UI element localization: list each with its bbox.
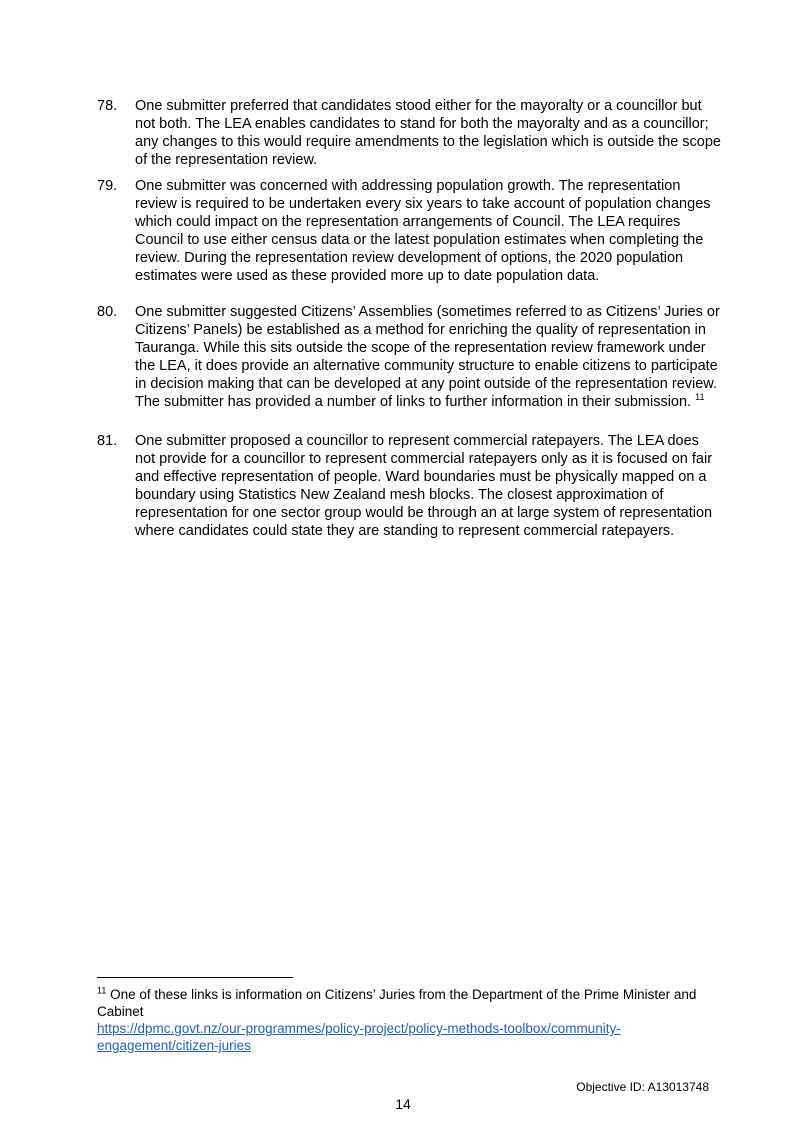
objective-id: Objective ID: A13013748: [576, 1080, 709, 1094]
paragraph-text-wrap: [135, 303, 722, 411]
paragraph-78: [97, 97, 722, 169]
footnote-link[interactable]: https://dpmc.govt.nz/our-programmes/policy-project/policy-methods-toolbox/community-engagement/citizen-juries: [97, 1021, 621, 1053]
paragraph-79: [97, 177, 722, 285]
paragraph-text: One submitter proposed a councillor to represent commercial ratepayers. The LEA does not provide for a councillor to represent commercial ratepayers only as it is focused on fair and effective representation of people. Ward boundaries must be physically mapped on a boundary using Statistics New Zealand mesh blocks. The closest approximation of representation for one sector group would be through an at large system of representation where candidates could state they are standing to represent commercial ratepayers.: [135, 433, 713, 539]
paragraph-81: [97, 432, 722, 540]
paragraph-text: One submitter suggested Citizens’ Assemblies (sometimes referred to as Citizens’ Juries or Citizens’ Panels) be established as a method for enriching the quality of representation in Tauranga. While this sits outside the scope of the representation review framework under the LEA, it does provide an alternative community structure to enable citizens to participate in decision making that can be developed at any point outside of the representation review. The submitter has provided a number of links to further information in their submission.: [135, 304, 720, 410]
paragraph-number: 80.: [97, 304, 118, 320]
footnote-reference[interactable]: 11: [695, 392, 705, 403]
paragraph-text: One submitter was concerned with addressing population growth. The representation review is required to be undertaken every six years to take account of population changes which could impact on the representation arrangements of Council. The LEA requires Council to use either census data or the latest population estimates when completing the review. During the representation review development of options, the 2020 population estimates were used as these provided more up to date population data.: [135, 178, 711, 284]
paragraph-80: [97, 303, 722, 411]
footnote-marker: 11: [97, 985, 107, 996]
paragraph-text: One submitter preferred that candidates stood either for the mayoralty or a councillor but not both. The LEA enables candidates to stand for both the mayoralty and as a councillor; any changes to this would require amendments to the legislation which is outside the scope of the representation review.: [135, 98, 721, 168]
footnote: [97, 986, 722, 1054]
paragraph-number: 79.: [97, 178, 118, 194]
footnote-text: One of these links is information on Citizens’ Juries from the Department of the Prime Minister and Cabinet: [97, 987, 697, 1019]
paragraph-number: 81.: [97, 433, 118, 449]
footnote-separator: [97, 977, 293, 978]
paragraph-number: 78.: [97, 98, 118, 114]
page-number: 14: [395, 1096, 411, 1112]
